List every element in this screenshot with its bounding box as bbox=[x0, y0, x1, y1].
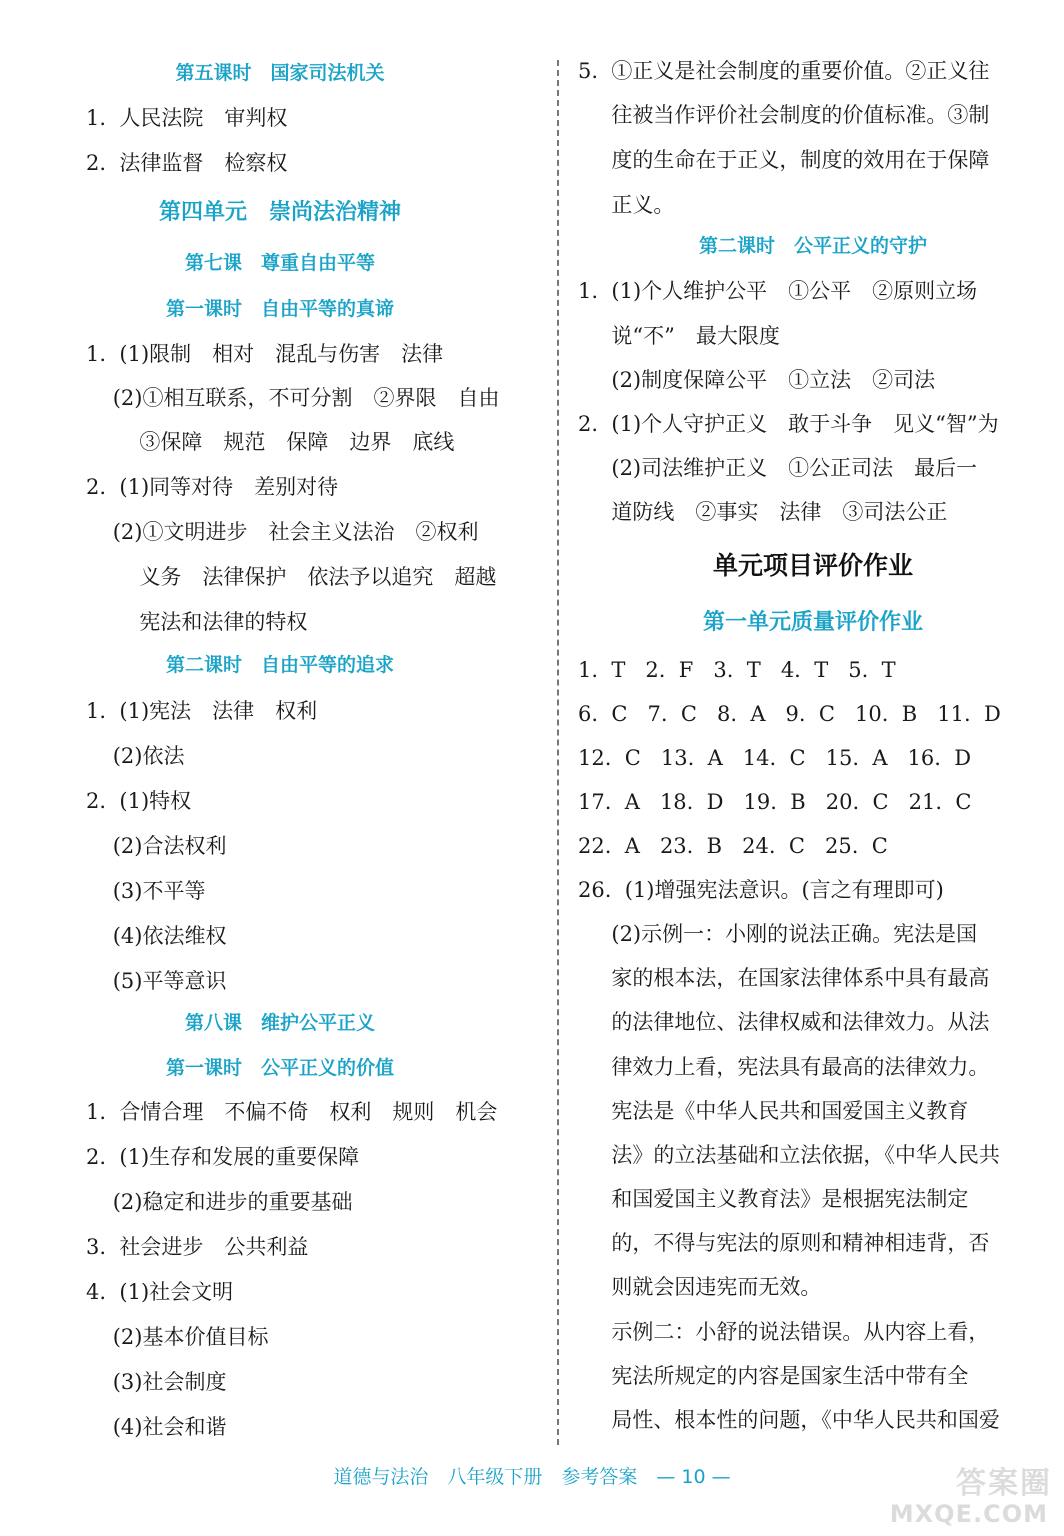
answer-line: 的法律地位、法律权威和法律效力。从法 bbox=[578, 1010, 990, 1034]
watermark-logo bbox=[889, 1458, 1052, 1528]
answer-line: 正义。 bbox=[578, 193, 675, 217]
answer-line: 宪法是《中华人民共和国爱国主义教育 bbox=[578, 1099, 969, 1123]
answer-line: 说“不” 最大限度 bbox=[578, 324, 780, 348]
answer-line: (2)示例一：小刚的说法正确。宪法是国 bbox=[578, 922, 978, 946]
section-heading: 第二课时 自由平等的追求 bbox=[165, 654, 394, 676]
answer-line: 则就会因违宪而无效。 bbox=[578, 1275, 822, 1299]
watermark-text: 答案圈 bbox=[956, 1466, 1052, 1501]
answer-line: 家的根本法，在国家法律体系中具有最高 bbox=[578, 966, 990, 990]
answer-line: 26. (1)增强宪法意识。(言之有理即可) bbox=[578, 878, 944, 902]
answer-line: 2. (1)生存和发展的重要保障 bbox=[86, 1145, 360, 1169]
answer-line: (2)稳定和进步的重要基础 bbox=[86, 1190, 353, 1214]
page-footer: 道德与法治 八年级下册 参考答案 — 10 — bbox=[333, 1466, 731, 1488]
answer-line: 1. (1)限制 相对 混乱与伤害 法律 bbox=[86, 342, 444, 366]
answer-line: 2. (1)同等对待 差别对待 bbox=[86, 475, 339, 499]
answer-line: (3)不平等 bbox=[86, 879, 206, 903]
answer-line: 1. (1)宪法 法律 权利 bbox=[86, 699, 318, 723]
answer-line: 1. 合情合理 不偏不倚 权利 规则 机会 bbox=[86, 1100, 498, 1124]
answer-line: (2)制度保障公平 ①立法 ②司法 bbox=[578, 368, 936, 392]
answer-line: (4)依法维权 bbox=[86, 924, 227, 948]
page-section-title: 单元项目评价作业 bbox=[712, 551, 913, 580]
answer-line: 17. A 18. D 19. B 20. C 21. C bbox=[578, 790, 972, 814]
answer-line: 和国爱国主义教育法》是根据宪法制定 bbox=[578, 1187, 969, 1211]
answer-line: 宪法和法律的特权 bbox=[86, 610, 308, 634]
answer-line: 道防线 ②事实 法律 ③司法公正 bbox=[578, 500, 948, 524]
chapter-heading: 第七课 尊重自由平等 bbox=[184, 252, 375, 274]
answer-line: 1. 人民法院 审判权 bbox=[86, 106, 288, 130]
answer-line: 示例二：小舒的说法错误。从内容上看， bbox=[578, 1320, 990, 1344]
answer-line: 宪法所规定的内容是国家生活中带有全 bbox=[578, 1364, 969, 1388]
left-column bbox=[0, 0, 560, 1450]
answer-line: (5)平等意识 bbox=[86, 969, 227, 993]
answer-line: 2. 法律监督 检察权 bbox=[86, 151, 288, 175]
answer-line: 2. (1)个人守护正义 敢于斗争 见义“智”为 bbox=[578, 412, 999, 436]
answer-line: 4. (1)社会文明 bbox=[86, 1280, 234, 1304]
section-heading: 第一课时 自由平等的真谛 bbox=[165, 298, 394, 320]
answer-line: 1. T 2. F 3. T 4. T 5. T bbox=[578, 658, 896, 682]
answer-line: 12. C 13. A 14. C 15. A 16. D bbox=[578, 746, 972, 770]
answer-line: ③保障 规范 保障 边界 底线 bbox=[86, 430, 455, 454]
unit-heading: 第一单元质量评价作业 bbox=[702, 610, 923, 635]
answer-line: (4)社会和谐 bbox=[86, 1415, 227, 1439]
answer-line: 5. ①正义是社会制度的重要价值。②正义往 bbox=[578, 59, 990, 83]
answer-line: 法》的立法基础和立法依据，《中华人民共 bbox=[578, 1143, 1000, 1167]
answer-line: 22. A 23. B 24. C 25. C bbox=[578, 834, 888, 858]
answer-line: 律效力上看，宪法具有最高的法律效力。 bbox=[578, 1055, 990, 1079]
answer-line: (2)司法维护正义 ①公正司法 最后一 bbox=[578, 456, 978, 480]
answer-line: 度的生命在于正义，制度的效用在于保障 bbox=[578, 148, 990, 172]
answer-line: (2)①文明进步 社会主义法治 ②权利 bbox=[86, 520, 479, 544]
answer-line: (2)合法权利 bbox=[86, 834, 227, 858]
answer-line: (2)基本价值目标 bbox=[86, 1325, 269, 1349]
answer-line: 1. (1)个人维护公平 ①公平 ②原则立场 bbox=[578, 279, 978, 303]
watermark-url: MXQE.COM bbox=[889, 1500, 1048, 1528]
unit-heading: 第四单元 崇尚法治精神 bbox=[158, 200, 401, 225]
answer-line: 往被当作评价社会制度的价值标准。③制 bbox=[578, 103, 990, 127]
answer-line: 义务 法律保护 依法予以追究 超越 bbox=[86, 565, 497, 589]
section-heading: 第一课时 公平正义的价值 bbox=[165, 1057, 394, 1079]
answer-line: (2)依法 bbox=[86, 744, 185, 768]
answer-line: 3. 社会进步 公共利益 bbox=[86, 1235, 309, 1259]
chapter-heading: 第八课 维护公平正义 bbox=[184, 1012, 375, 1034]
answer-line: (3)社会制度 bbox=[86, 1370, 227, 1394]
answer-line: 的，不得与宪法的原则和精神相违背，否 bbox=[578, 1231, 990, 1255]
answer-line: (2)①相互联系，不可分割 ②界限 自由 bbox=[86, 386, 500, 410]
section-heading: 第二课时 公平正义的守护 bbox=[698, 235, 927, 257]
answer-line: 2. (1)特权 bbox=[86, 789, 192, 813]
right-column bbox=[562, 0, 1064, 1450]
section-heading: 第五课时 国家司法机关 bbox=[175, 62, 385, 84]
answer-line: 局性、根本性的问题，《中华人民共和国爱 bbox=[578, 1408, 1000, 1432]
answer-line: 6. C 7. C 8. A 9. C 10. B 11. D bbox=[578, 702, 1001, 726]
